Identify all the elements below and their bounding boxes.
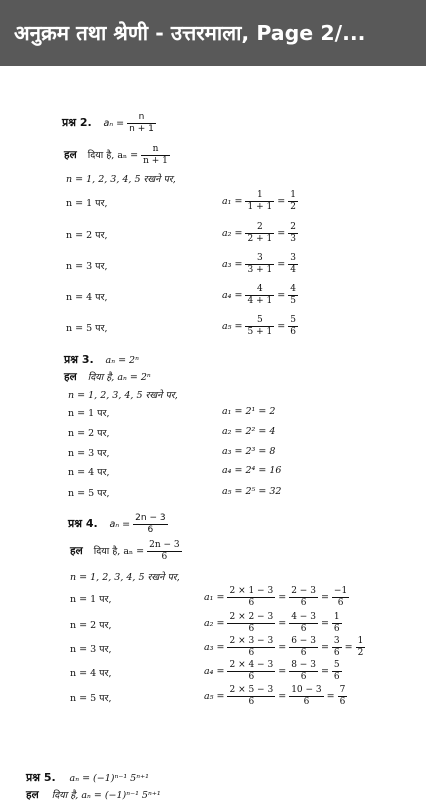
- q3-given: हल दिया है, aₙ = 2ⁿ: [64, 371, 151, 383]
- q3-row-expr: a₂ = 2² = 4: [222, 426, 276, 437]
- q2-heading: प्रश्न 2. aₙ = $\frac{n}{n + 1}$: [62, 112, 154, 134]
- q3-row-label: n = 4 पर,: [68, 467, 110, 478]
- q2-given: हल दिया है, aₙ = $\frac{n}{n + 1}$: [64, 144, 168, 166]
- fraction: $\frac{3}{4}$: [290, 253, 296, 275]
- fraction: $\frac{2}{3}$: [290, 222, 296, 244]
- page-title: अनुक्रम तथा श्रेणी - उत्तरमाला, Page 2/...: [14, 21, 366, 45]
- q3-row-expr: a₃ = 2³ = 8: [222, 446, 276, 457]
- q5-heading: प्रश्न 5. aₙ = (−1)ⁿ⁻¹ 5ⁿ⁺¹: [26, 771, 149, 784]
- fraction: $\frac{2 \times 5 - 3}{6}$: [229, 685, 274, 707]
- fraction: $\frac{2 \times 2 - 3}{6}$: [229, 612, 274, 634]
- q4-heading: प्रश्न 4. aₙ = $\frac{2n - 3}{6}$: [68, 513, 166, 535]
- q2-row-label: n = 3 पर,: [66, 261, 108, 272]
- q4-row-label: n = 4 पर,: [70, 668, 112, 679]
- q2-row-expr: a₃ = $\frac{3}{3 + 1}$ = $\frac{3}{4}$: [222, 253, 296, 275]
- fraction: $\frac{-1}{6}$: [333, 586, 348, 608]
- q5-given: हल दिया है, aₙ = (−1)ⁿ⁻¹ 5ⁿ⁺¹: [26, 789, 161, 800]
- app-bar: [0, 0, 426, 66]
- q2-row-label: n = 1 पर,: [66, 198, 108, 209]
- q3-row-expr: a₁ = 2¹ = 2: [222, 406, 276, 417]
- q4-row-label: n = 5 पर,: [70, 693, 112, 704]
- q3-substitute: n = 1, 2, 3, 4, 5 रखने पर,: [68, 390, 178, 401]
- q3-row-expr: a₄ = 2⁴ = 16: [222, 465, 282, 476]
- q3-row-expr: a₅ = 2⁵ = 32: [222, 486, 282, 497]
- q3-row-label: n = 3 पर,: [68, 448, 110, 459]
- fraction: $\frac{1}{1 + 1}$: [247, 190, 273, 212]
- q3-row-label: n = 5 पर,: [68, 488, 110, 499]
- fraction: $\frac{1}{2}$: [290, 190, 296, 212]
- q4-row-expr: a₃ = $\frac{2 \times 3 - 3}{6}$ = $\frac{6 - 3}{6}$ = $\frac{3}{6}$ = $\frac{1}{2}$: [204, 636, 364, 658]
- q4-substitute: n = 1, 2, 3, 4, 5 रखने पर,: [70, 572, 180, 583]
- q2-row-expr: a₂ = $\frac{2}{2 + 1}$ = $\frac{2}{3}$: [222, 222, 296, 244]
- q4-row-label: n = 2 पर,: [70, 620, 112, 631]
- q3-heading: प्रश्न 3. aₙ = 2ⁿ: [64, 353, 139, 366]
- q2-row-expr: a₁ = $\frac{1}{1 + 1}$ = $\frac{1}{2}$: [222, 190, 296, 212]
- fraction: $\frac{2 \times 4 - 3}{6}$: [229, 660, 274, 682]
- fraction: $\frac{5}{6}$: [290, 315, 296, 337]
- fraction: $\frac{4 - 3}{6}$: [291, 612, 316, 634]
- q4-given: हल दिया है, aₙ = $\frac{2n - 3}{6}$: [70, 540, 180, 562]
- fraction: $\frac{5}{6}$: [333, 660, 340, 682]
- fraction: $\frac{4}{5}$: [290, 284, 296, 306]
- q4-row-expr: a₂ = $\frac{2 \times 2 - 3}{6}$ = $\frac{4 - 3}{6}$ = $\frac{1}{6}$: [204, 612, 340, 634]
- q2-row-label: n = 5 पर,: [66, 323, 108, 334]
- fraction: $\frac{1}{2}$: [357, 636, 364, 658]
- q3-row-label: n = 2 पर,: [68, 428, 110, 439]
- q4-formula: aₙ = $\frac{2n - 3}{6}$: [109, 513, 166, 535]
- fraction: $\frac{2 \times 3 - 3}{6}$: [229, 636, 274, 658]
- fraction: $\frac{3}{6}$: [333, 636, 340, 658]
- fraction: $\frac{10 - 3}{6}$: [291, 685, 322, 707]
- fraction: $\frac{5}{5 + 1}$: [247, 315, 273, 337]
- q2-row-expr: a₅ = $\frac{5}{5 + 1}$ = $\frac{5}{6}$: [222, 315, 296, 337]
- fraction: $\frac{4}{4 + 1}$: [247, 284, 273, 306]
- q4-row-expr: a₅ = $\frac{2 \times 5 - 3}{6}$ = $\frac{10 - 3}{6}$ = $\frac{7}{6}$: [204, 685, 346, 707]
- q2-row-label: n = 2 पर,: [66, 230, 108, 241]
- fraction: $\frac{6 - 3}{6}$: [291, 636, 316, 658]
- q4-row-label: n = 1 पर,: [70, 594, 112, 605]
- q2-formula: aₙ = $\frac{n}{n + 1}$: [103, 112, 154, 134]
- fraction: $\frac{3}{3 + 1}$: [247, 253, 273, 275]
- fraction: $\frac{1}{6}$: [333, 612, 340, 634]
- fraction: $\frac{7}{6}$: [339, 685, 346, 707]
- document-page[interactable]: [0, 66, 426, 800]
- fraction: $\frac{8 - 3}{6}$: [291, 660, 316, 682]
- fraction: $\frac{2 \times 1 - 3}{6}$: [229, 586, 274, 608]
- q2-row-expr: a₄ = $\frac{4}{4 + 1}$ = $\frac{4}{5}$: [222, 284, 296, 306]
- q2-substitute: n = 1, 2, 3, 4, 5 रखने पर,: [66, 174, 176, 185]
- q3-row-label: n = 1 पर,: [68, 408, 110, 419]
- fraction: $\frac{2 - 3}{6}$: [291, 586, 316, 608]
- q4-row-expr: a₄ = $\frac{2 \times 4 - 3}{6}$ = $\frac{8 - 3}{6}$ = $\frac{5}{6}$: [204, 660, 340, 682]
- q2-row-label: n = 4 पर,: [66, 292, 108, 303]
- fraction: $\frac{2}{2 + 1}$: [247, 222, 273, 244]
- q4-row-expr: a₁ = $\frac{2 \times 1 - 3}{6}$ = $\frac{2 - 3}{6}$ = $\frac{-1}{6}$: [204, 586, 348, 608]
- q4-row-label: n = 3 पर,: [70, 644, 112, 655]
